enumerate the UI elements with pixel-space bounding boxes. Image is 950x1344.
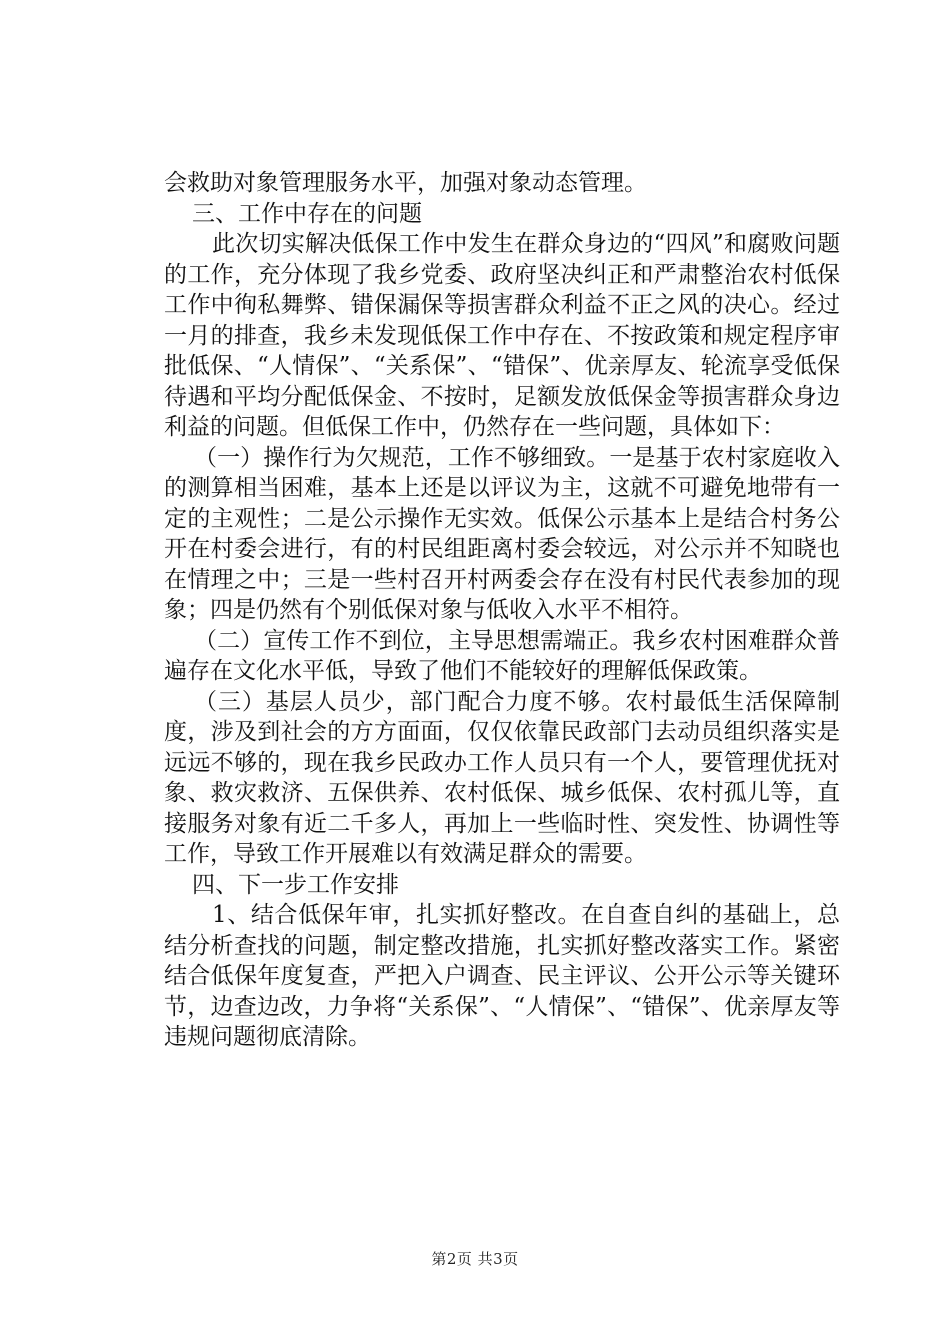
- section-heading-problems: 三、工作中存在的问题: [192, 200, 422, 227]
- paragraph-problem-1: （一）操作行为欠规范，工作不够细致。一是基于农村家庭收入的测算相当困难，基本上还是以评议为主，这就不可避免地带有一定的主观性；二是公示操作无实效。低保公示基本上是结合村务公开在村委会进行，有的村民组距离村委会较远，对公示并不知晓也在情理之中；三是一些村召开村两委会存在没有村民代表参加的现象；四是仍然有个别低保对象与低收入水平不相符。: [164, 444, 840, 623]
- paragraph-problem-2: （二）宣传工作不到位，主导思想需端正。我乡农村困难群众普遍存在文化水平低，导致了他们不能较好的理解低保政策。: [164, 627, 840, 684]
- page-number-footer: 第2页 共3页: [431, 1250, 519, 1268]
- document-body: [164, 168, 840, 1053]
- paragraph-problem-3: （三）基层人员少，部门配合力度不够。农村最低生活保障制度，涉及到社会的方方面面，仅仅依靠民政部门去动员组织落实是远远不够的，现在我乡民政办工作人员只有一个人，要管理优抚对象、救灾救济、五保供养、农村低保、城乡低保、农村孤儿等，直接服务对象有近二千多人，再加上一些临时性、突发性、协调性等工作，导致工作开展难以有效满足群众的需要。: [164, 688, 840, 867]
- paragraph-continuation: 会救助对象管理服务水平，加强对象动态管理。: [164, 170, 647, 196]
- paragraph-problems-intro: 此次切实解决低保工作中发生在群众身边的“四风”和腐败问题的工作，充分体现了我乡党委、政府坚决纠正和严肃整治农村低保工作中徇私舞弊、错保漏保等损害群众利益不正之风的决心。经过一月的排查，我乡未发现低保工作中存在、不按政策和规定程序审批低保、“人情保”、“关系保”、“错保”、优亲厚友、轮流享受低保待遇和平均分配低保金、不按时，足额发放低保金等损害群众身边利益的问题。但低保工作中，仍然存在一些问题，具体如下：: [164, 231, 840, 440]
- paragraph-next-step-1: 1、结合低保年审，扎实抓好整改。在自查自纠的基础上，总结分析查找的问题，制定整改措施，扎实抓好整改落实工作。紧密结合低保年度复查，严把入户调查、民主评议、公开公示等关键环节，边查边改，力争将“关系保”、“人情保”、“错保”、优亲厚友等违规问题彻底清除。: [164, 902, 840, 1050]
- section-heading-next-steps: 四、下一步工作安排: [192, 871, 399, 898]
